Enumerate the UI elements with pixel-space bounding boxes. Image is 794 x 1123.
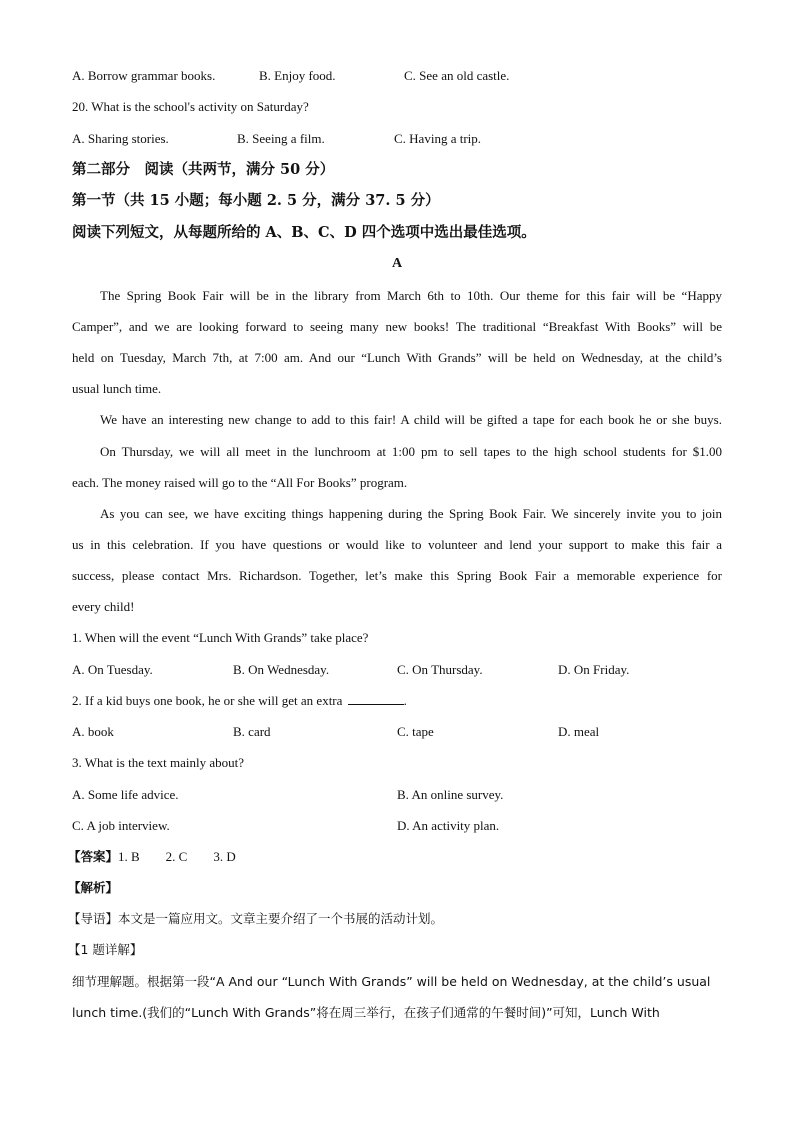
- q1-option-d: D. On Friday.: [558, 662, 630, 677]
- answer-line: [68, 848, 236, 866]
- detail-line: lunch time.(我们的“Lunch With Grands”将在周三举行，在孩子们通常的午餐时间)”可知，Lunch With: [72, 1005, 660, 1020]
- q2-option-a: A. book: [72, 724, 114, 739]
- passage-line: us in this celebration. If you have questions or would like to volunteer and lend your support to make this fair a: [72, 537, 722, 552]
- question-1: 1. When will the event “Lunch With Grands” take place?: [72, 630, 369, 645]
- analysis-label: 【解析】: [68, 880, 119, 895]
- answer-label: 【答案】: [68, 849, 119, 864]
- passage-line: usual lunch time.: [72, 381, 162, 396]
- q1-option-a: A. On Tuesday.: [72, 662, 153, 677]
- q3-option-b: B. An online survey.: [397, 787, 504, 802]
- passage-label: A: [391, 256, 403, 271]
- q1-option-b: B. On Wednesday.: [233, 662, 330, 677]
- passage-line: every child!: [72, 599, 135, 614]
- q20-option-a: A. Sharing stories.: [72, 131, 169, 146]
- q2-option-c: C. tape: [397, 724, 434, 739]
- passage-line: success, please contact Mrs. Richardson. Together, let’s make this Spring Book Fair a memorable experience for: [72, 568, 722, 583]
- q19-option-a: A. Borrow grammar books.: [72, 68, 216, 83]
- question-3: 3. What is the text mainly about?: [72, 755, 244, 770]
- q20-option-c: C. Having a trip.: [394, 131, 482, 146]
- question-2: [72, 692, 407, 710]
- passage-line: We have an interesting new change to add to this fair! A child will be gifted a tape for each book he or she buys.: [100, 412, 722, 427]
- q20-option-b: B. Seeing a film.: [237, 131, 325, 146]
- question-2-text: 2. If a kid buys one book, he or she will get an extra: [72, 693, 343, 708]
- q3-option-a: A. Some life advice.: [72, 787, 179, 802]
- passage-line: each. The money raised will go to the “All For Books” program.: [72, 475, 408, 490]
- q20-question: 20. What is the school's activity on Saturday?: [72, 99, 309, 114]
- q3-option-d: D. An activity plan.: [397, 818, 500, 833]
- subsection-title: 第一节（共 15 小题；每小题 2. 5 分，满分 37. 5 分）: [72, 192, 440, 209]
- section-title: 第二部分 阅读（共两节，满分 50 分）: [72, 161, 335, 178]
- guide-text: 【导语】本文是一篇应用文。文章主要介绍了一个书展的活动计划。: [68, 911, 444, 926]
- q1-option-c: C. On Thursday.: [397, 662, 483, 677]
- q2-option-d: D. meal: [558, 724, 600, 739]
- question-2-end: .: [403, 693, 407, 708]
- passage-line: Camper”, and we are looking forward to seeing many new books! The traditional “Breakfast With Books” will be: [72, 319, 722, 334]
- detail-label: 【1 题详解】: [68, 942, 143, 957]
- detail-line: 细节理解题。根据第一段“A And our “Lunch With Grands” will be held on Wednesday, at the child’s usual: [72, 974, 711, 989]
- passage-line: held on Tuesday, March 7th, at 7:00 am. And our “Lunch With Grands” will be held on Wednesday, at the child’s: [72, 350, 722, 365]
- answers: 1. B 2. C 3. D: [118, 849, 236, 864]
- answer-blank: [348, 692, 404, 705]
- passage-line: As you can see, we have exciting things happening during the Spring Book Fair. We sincerely invite you to join: [100, 506, 722, 521]
- instruction: 阅读下列短文，从每题所给的 A、B、C、D 四个选项中选出最佳选项。: [72, 224, 536, 241]
- q2-option-b: B. card: [233, 724, 271, 739]
- q19-option-b: B. Enjoy food.: [259, 68, 336, 83]
- passage-line: On Thursday, we will all meet in the lunchroom at 1:00 pm to sell tapes to the high school students for $1.00: [100, 444, 722, 459]
- q19-option-c: C. See an old castle.: [404, 68, 510, 83]
- passage-line: The Spring Book Fair will be in the library from March 6th to 10th. Our theme for this fair will be “Happy: [100, 288, 722, 303]
- q3-option-c: C. A job interview.: [72, 818, 170, 833]
